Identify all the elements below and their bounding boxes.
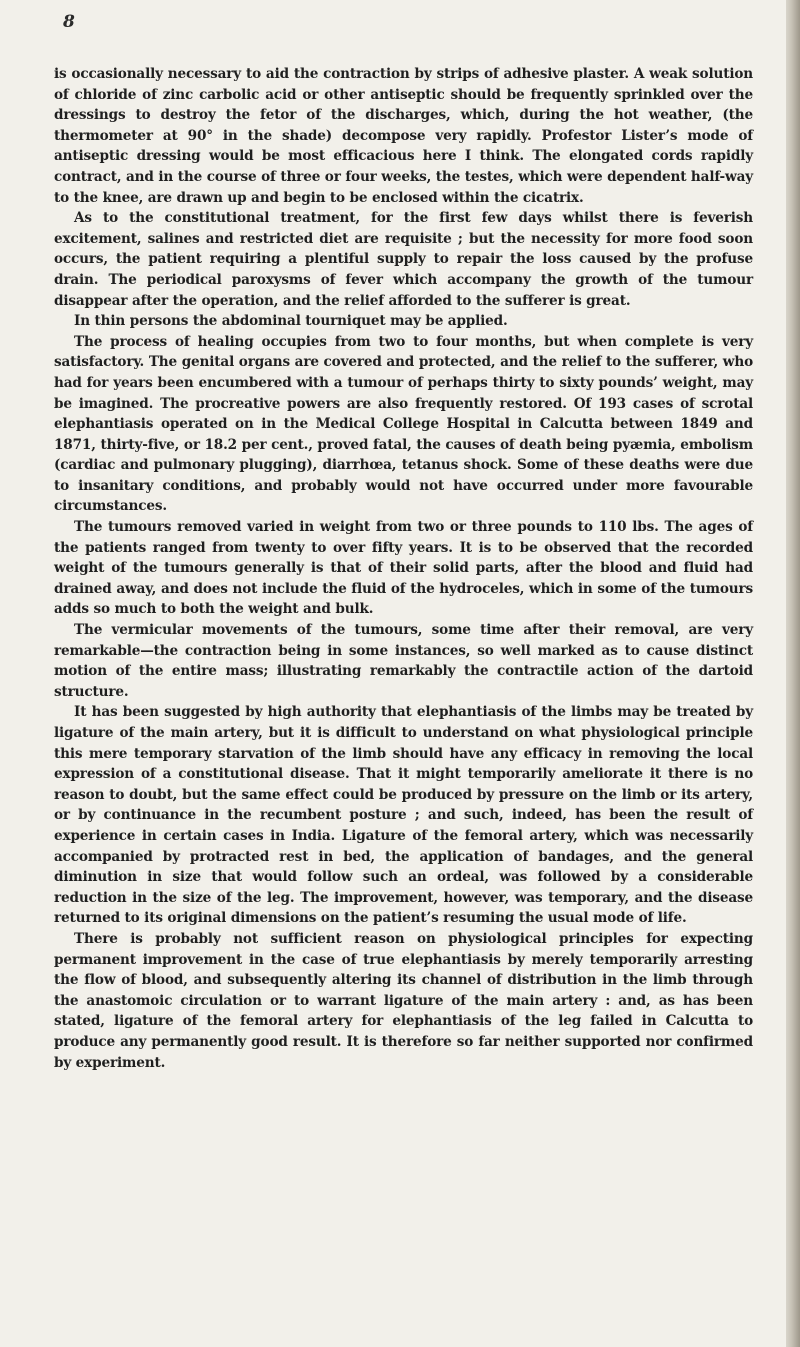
paragraph-vermicular-movements: The vermicular movements of the tumours, some time after their removal, are very remarkable—the contraction being in some instances, so well marked as to cause distinct motion of the entire mass; illustrating remarkably the contractile action of the dartoid structure. [54, 622, 753, 700]
paragraph-healing-process: The process of healing occupies from two to four months, but when complete is very satisfactory. The genital organs are covered and protected, and the relief to the sufferer, who had for years been encumbered with a tumour of perhaps thirty to sixty pounds’ weight, may be imagined. The procreative powers are also frequently restored. Of 193 cases of scrotal elephantiasis operated on in the Medical College Hospital in Calcutta between 1849 and 1871, thirty-five, or 18.2 per cent., proved fatal, the causes of death being pyæmia, embolism (cardiac and pulmonary plugging), diarrhœa, tetanus shock. Some of these deaths were due to insanitary conditions, and probably would not have occurred under more favourable circumstances. [54, 333, 753, 515]
body-text [54, 64, 753, 1073]
paragraph-abdominal-tourniquet: In thin persons the abdominal tourniquet may be applied. [74, 313, 508, 330]
paragraph-continuation: is occasionally necessary to aid the contraction by strips of adhesive plaster. A weak solution of chloride of zinc carbolic acid or other antiseptic should be frequently sprinkled over the dressings to destroy the fetor of the discharges, which, during the hot weather, (the thermometer at 90° in the shade) decompose very rapidly. Profestor Lister’s mode of antiseptic dressing would be most efficacious here I think. The elongated cords rapidly contract, and in the course of three or four weeks, the testes, which were dependent half-way to the knee, are drawn up and begin to be enclosed within the cicatrix. [54, 66, 753, 206]
paragraph-artery-ligature: It has been suggested by high authority that elephantiasis of the limbs may be treated by ligature of the main artery, but it is difficult to understand on what physiological principle this mere temporary starvation of the limb should have any efficacy in removing the local expression of a constitutional disease. That it might temporarily ameliorate it there is no reason to doubt, but the same effect could be produced by pressure on the limb or its artery, or by continuance in the recumbent posture ; and such, indeed, has been the result of experience in certain cases in India. Ligature of the femoral artery, which was necessarily accompanied by protracted rest in bed, the application of bandages, and the general diminution in size that would follow such an ordeal, was followed by a considerable reduction in the size of the leg. The improvement, however, was temporary, and the disease returned to its original dimensions on the patient’s resuming the usual mode of life. [54, 704, 753, 927]
paragraph-tumour-weights: The tumours removed varied in weight from two or three pounds to 110 lbs. The ages of the patients ranged from twenty to over fifty years. It is to be observed that the recorded weight of the tumours generally is that of their solid parts, after the blood and fluid had drained away, and does not include the fluid of the hydroceles, which in some of the tumours adds so much to both the weight and bulk. [54, 519, 753, 618]
paragraph-constitutional-treatment: As to the constitutional treatment, for the first few days whilst there is feverish excitement, salines and restricted diet are requisite ; but the necessity for more food soon occurs, the patient requiring a plentiful supply to repair the loss caused by the profuse drain. The periodical paroxysms of fever which accompany the growth of the tumour disappear after the operation, and the relief afforded to the sufferer is great. [54, 210, 753, 309]
paragraph-physiological-principles: There is probably not sufficient reason on physiological principles for expecting permanent improvement in the case of true elephantiasis by merely temporarily arresting the flow of blood, and subsequently altering its channel of distribution in the limb through the anastomoic circulation or to warrant ligature of the main artery : and, as has been stated, ligature of the femoral artery for elephantiasis of the leg failed in Calcutta to produce any permanently good result. It is therefore so far neither supported nor confirmed by experiment. [54, 930, 753, 1071]
page-number: 8 [63, 12, 75, 32]
page-edge-shadow [786, 0, 800, 1347]
